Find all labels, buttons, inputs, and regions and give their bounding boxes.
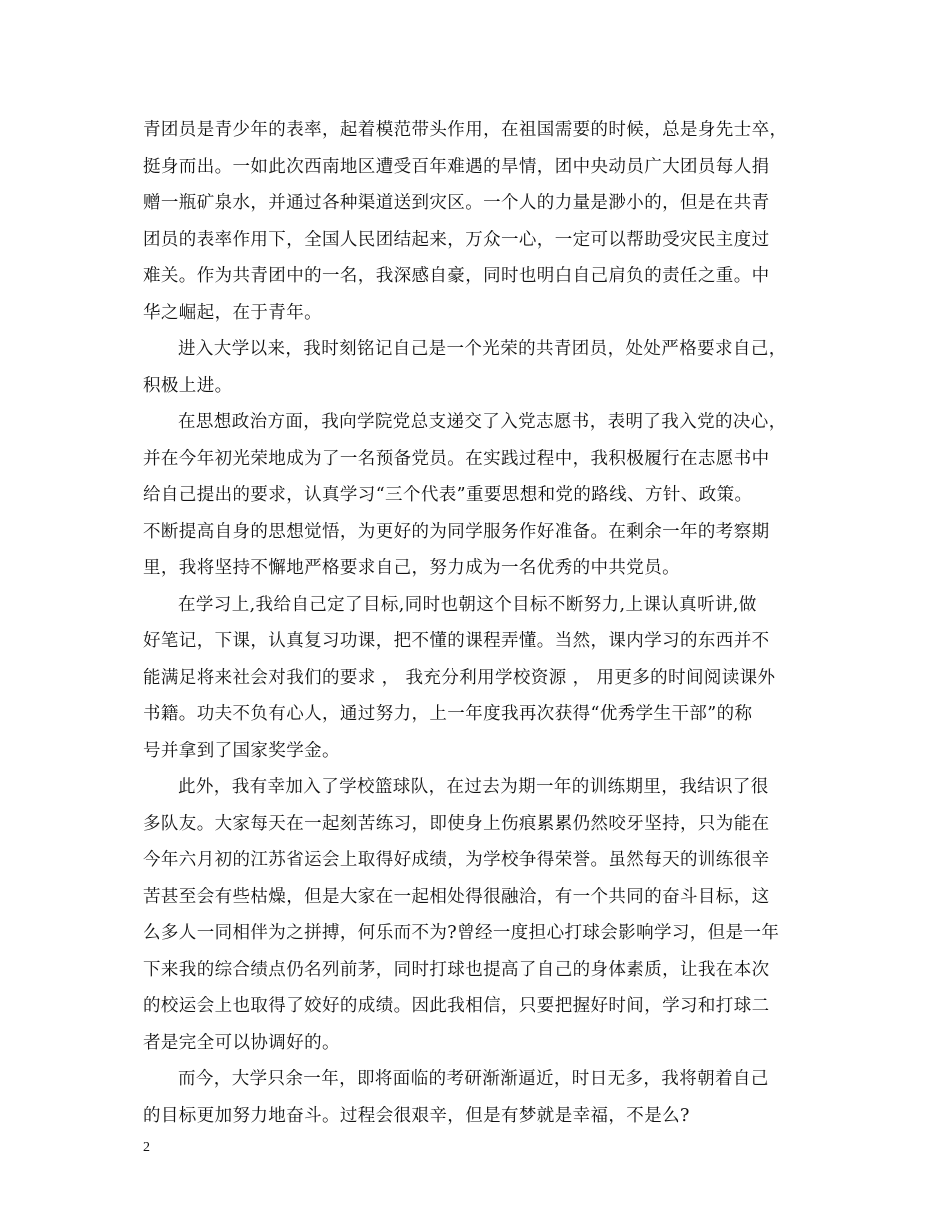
text-line: 多队友。大家每天在一起刻苦练习，即使身上伤痕累累仍然咬牙坚持，只为能在 <box>143 813 770 834</box>
text-line: 并在今年初光荣地成为了一名预备党员。在实践过程中，我积极履行在志愿书中 <box>143 448 770 469</box>
text-line: 能满足将来社会对我们的要求 ， 我充分利用学校资源 ， 用更多的时间阅读课外 <box>143 667 776 688</box>
text-line: 下来我的综合绩点仍名列前茅，同时打球也提高了自己的身体素质，让我在本次 <box>143 959 770 980</box>
paragraph-first-line: 此外，我有幸加入了学校篮球队，在过去为期一年的训练期里，我结识了很 <box>178 777 769 797</box>
text-line: 给自己提出的要求，认真学习“三个代表”重要思想和党的路线、方针、政策。 <box>143 485 753 505</box>
text-line: 难关。作为共青团中的一名，我深感自豪，同时也明白自己肩负的责任之重。中 <box>143 266 770 286</box>
text-line: 的目标更加努力地奋斗。过程会很艰辛，但是有梦就是幸福，不是么? <box>143 1105 690 1126</box>
text-line: 挺身而出。一如此次西南地区遭受百年难遇的旱情，团中央动员广大团员每人捐 <box>143 156 770 177</box>
text-line: 积极上进。 <box>143 375 233 396</box>
text-line: 书籍。功夫不负有心人，通过努力，上一年度我再次获得“优秀学生干部”的称 <box>143 704 753 724</box>
text-line: 青团员是青少年的表率，起着模范带头作用，在祖国需要的时候，总是身先士卒， <box>143 120 788 140</box>
page-number: 2 <box>143 1140 150 1155</box>
text-line: 团员的表率作用下，全国人民团结起来，万众一心，一定可以帮助受灾民主度过 <box>143 229 770 250</box>
paragraph-first-line: 进入大学以来，我时刻铭记自己是一个光荣的共青团员，处处严格要求自己， <box>178 339 787 359</box>
paragraph-first-line: 在思想政治方面，我向学院党总支递交了入党志愿书，表明了我入党的决心， <box>178 412 787 432</box>
text-line: 华之崛起，在于青年。 <box>143 302 322 323</box>
text-line: 好笔记，下课，认真复习功课，把不懂的课程弄懂。当然，课内学习的东西并不 <box>143 631 770 651</box>
text-line: 不断提高自身的思想觉悟，为更好的为同学服务作好准备。在剩余一年的考察期 <box>143 521 770 542</box>
text-line: 的校运会上也取得了姣好的成绩。因此我相信，只要把握好时间，学习和打球二 <box>143 996 770 1016</box>
text-line: 么多人一同相伴为之拼搏，何乐而不为?曾经一度担心打球会影响学习，但是一年 <box>143 923 780 943</box>
text-line: 赠一瓶矿泉水，并通过各种渠道送到灾区。一个人的力量是渺小的，但是在共青 <box>143 193 770 213</box>
paragraph-first-line: 而今，大学只余一年，即将面临的考研渐渐逼近，时日无多，我将朝着自己 <box>178 1069 769 1089</box>
paragraph-first-line: 在学习上,我给自己定了目标,同时也朝这个目标不断努力,上课认真听讲,做 <box>178 594 757 615</box>
text-line: 号并拿到了国家奖学金。 <box>143 740 340 761</box>
text-line: 今年六月初的江苏省运会上取得好成绩，为学校争得荣誉。虽然每天的训练很辛 <box>143 850 770 870</box>
text-line: 里，我将坚持不懈地严格要求自己，努力成为一名优秀的中共党员。 <box>143 558 680 578</box>
text-line: 苦甚至会有些枯燥，但是大家在一起相处得很融洽，有一个共同的奋斗目标，这 <box>143 886 770 907</box>
text-line: 者是完全可以协调好的。 <box>143 1032 340 1053</box>
